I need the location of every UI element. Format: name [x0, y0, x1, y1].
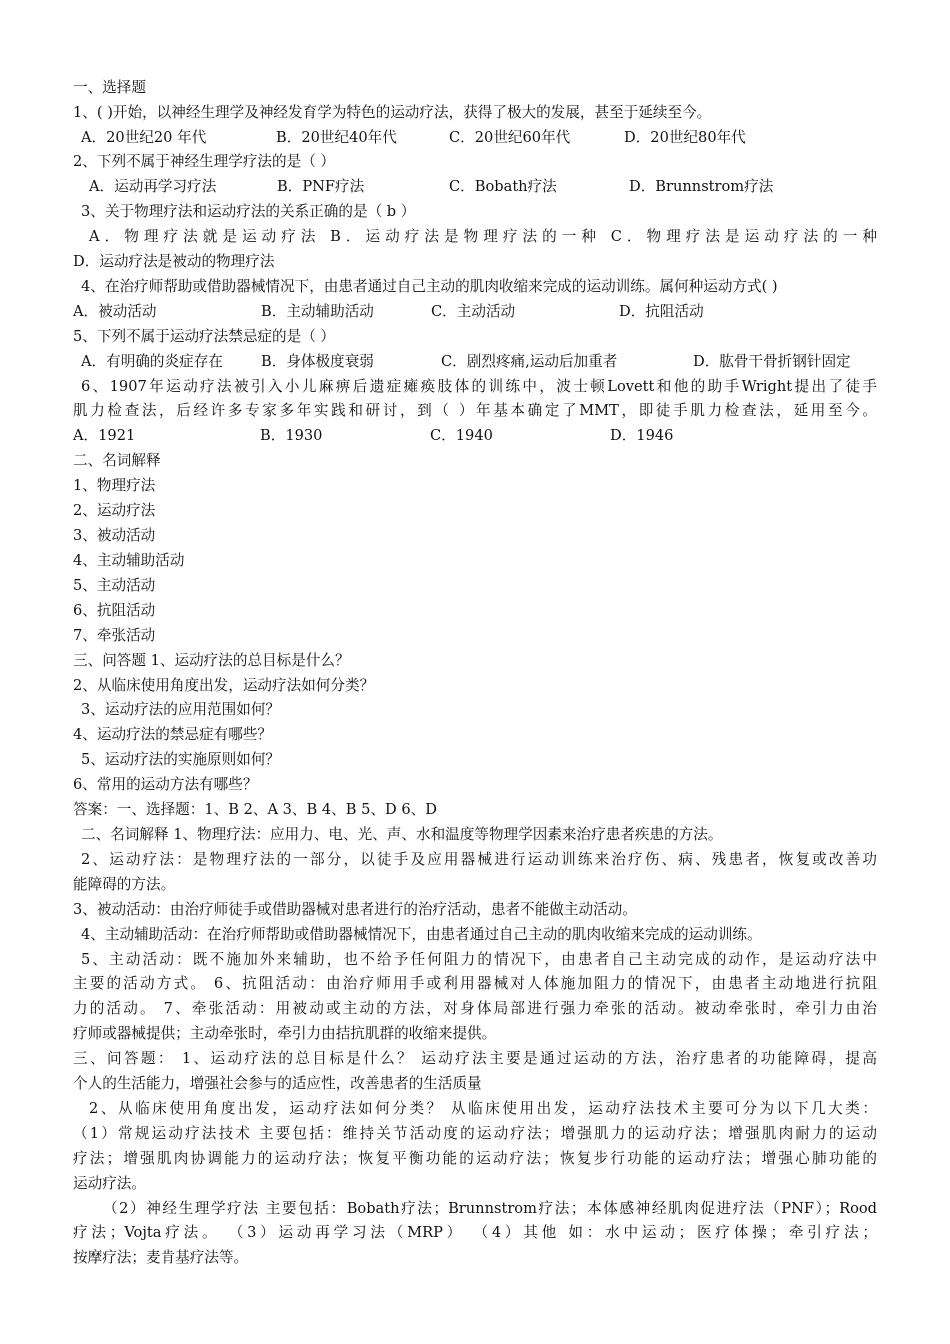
question-5-options — [73, 350, 877, 374]
option-c: C．20世纪60年代 — [449, 129, 571, 146]
option-d: D．1946 — [610, 427, 674, 444]
answer-line: 力的活动。 7、牵张活动：用被动或主动的方法，对身体局部进行强力牵张的活动。被动牵张时，牵引力由治 — [73, 1000, 877, 1017]
question-5-stem: 5、下列不属于运动疗法禁忌症的是（ ） — [73, 328, 336, 345]
answer-line: （1）常规运动疗法技术 主要包括：维持关节活动度的运动疗法；增强肌力的运动疗法；增强肌肉耐力的运动 — [73, 1125, 877, 1142]
option-d: D．20世纪80年代 — [624, 129, 746, 146]
question-6-stem-line-2: 肌力检查法，后经许多专家多年实践和研讨，到（ ）年基本确定了MMT，即徒手肌力检查法，延用至今。 — [73, 402, 877, 419]
answer-line: 2、运动疗法：是物理疗法的一部分，以徒手及应用器械进行运动训练来治疗伤、病、残患者，恢复或改善功 — [81, 851, 877, 868]
question-3-options-line-1: A．物理疗法就是运动疗法 B．运动疗法是物理疗法的一种 C．物理疗法是运动疗法的一种 — [89, 228, 877, 245]
answer-line: 个人的生活能力，增强社会参与的适应性，改善患者的生活质量 — [73, 1075, 482, 1092]
question-2-stem: 2、下列不属于神经生理学疗法的是（ ） — [73, 153, 336, 170]
answer-key-choice: 答案：一、选择题：1、B 2、A 3、B 4、B 5、D 6、D — [73, 801, 437, 818]
section-heading-terms: 二、名词解释 — [73, 452, 161, 469]
question-item: 3、运动疗法的应用范围如何？ — [81, 701, 281, 718]
answer-line: 2、从临床使用角度出发，运动疗法如何分类？ 从临床使用出发，运动疗法技术主要可分为以下几大类： — [89, 1100, 877, 1117]
option-d: D．Brunnstrom疗法 — [629, 178, 774, 195]
question-2-options — [73, 175, 877, 199]
option-b: B．身体极度衰弱 — [261, 353, 374, 370]
answer-line: （2）神经生理学疗法 主要包括：Bobath疗法；Brunnstrom疗法；本体感神经肌肉促进疗法（PNF）；Rood — [103, 1200, 877, 1217]
answer-line: 主要的活动方式。 6、抗阻活动：由治疗师用手或利用器械对人体施加阻力的情况下，由患者主动地进行抗阻 — [73, 975, 877, 992]
term-item: 3、被动活动 — [73, 527, 156, 544]
option-d: D．抗阻活动 — [619, 303, 704, 320]
question-1-stem: 1、( )开始，以神经生理学及神经发育学为特色的运动疗法，获得了极大的发展，甚至于延续至今。 — [73, 104, 712, 121]
question-item: 6、常用的运动方法有哪些？ — [73, 776, 258, 793]
option-b: B．PNF疗法 — [277, 178, 365, 195]
answer-line: 二、名词解释 1、物理疗法：应用力、电、光、声、水和温度等物理学因素来治疗患者疾患的方法。 — [81, 826, 723, 843]
option-c: C．剧烈疼痛,运动后加重者 — [441, 353, 618, 370]
option-a: A．运动再学习疗法 — [89, 178, 217, 195]
section-heading-choice: 一、选择题 — [73, 79, 146, 96]
question-item: 5、运动疗法的实施原则如何？ — [81, 751, 281, 768]
option-c: C．主动活动 — [431, 303, 516, 320]
option-c: C．Bobath疗法 — [449, 178, 557, 195]
question-item: 4、运动疗法的禁忌症有哪些？ — [73, 726, 273, 743]
term-item: 1、物理疗法 — [73, 477, 156, 494]
term-item: 6、抗阻活动 — [73, 602, 156, 619]
option-a: A．20世纪20 年代 — [81, 129, 207, 146]
section-heading-questions: 三、问答题 1、运动疗法的总目标是什么？ — [73, 652, 350, 669]
question-6-options — [73, 424, 877, 448]
question-4-options — [73, 300, 877, 324]
answer-line: 运动疗法。 — [73, 1175, 146, 1192]
term-item: 2、运动疗法 — [73, 502, 156, 519]
answer-line: 5、主动活动：既不施加外来辅助，也不给予任何阻力的情况下，由患者自己主动完成的动作，是运动疗法中 — [81, 951, 877, 968]
answer-line: 疗师或器械提供；主动牵张时，牵引力由拮抗肌群的收缩来提供。 — [73, 1025, 497, 1042]
answer-line: 3、被动活动：由治疗师徒手或借助器械对患者进行的治疗活动，患者不能做主动活动。 — [73, 901, 637, 918]
answer-line: 疗法；增强肌肉协调能力的运动疗法；恢复平衡功能的运动疗法；恢复步行功能的运动疗法；增强心肺功能的 — [73, 1150, 877, 1167]
answer-line: 按摩疗法；麦肯基疗法等。 — [73, 1249, 249, 1266]
question-item: 2、从临床使用角度出发，运动疗法如何分类？ — [73, 677, 375, 694]
option-a: A．有明确的炎症存在 — [81, 353, 223, 370]
option-c: C．1940 — [430, 427, 493, 444]
answer-line: 疗法；Vojta疗法。 （3）运动再学习法（MRP） （4）其他 如：水中运动；医疗体操；牵引疗法； — [73, 1224, 877, 1241]
option-b: B．20世纪40年代 — [276, 129, 397, 146]
option-a: A．1921 — [73, 427, 136, 444]
answer-line: 4、主动辅助活动：在治疗师帮助或借助器械情况下，由患者通过自己主动的肌肉收缩来完成的运动训练。 — [81, 926, 762, 943]
answer-line: 三、问答题： 1、运动疗法的总目标是什么？ 运动疗法主要是通过运动的方法，治疗患者的功能障碍，提高 — [73, 1050, 877, 1067]
option-b: B．主动辅助活动 — [261, 303, 374, 320]
answer-line: 能障碍的方法。 — [73, 876, 176, 893]
option-a: A．被动活动 — [73, 303, 157, 320]
option-d: D．肱骨干骨折钢针固定 — [693, 353, 851, 370]
term-item: 4、主动辅助活动 — [73, 552, 185, 569]
term-item: 7、牵张活动 — [73, 627, 156, 644]
question-3-options-line-2: D．运动疗法是被动的物理疗法 — [73, 253, 275, 270]
question-3-stem: 3、关于物理疗法和运动疗法的关系正确的是（ b ） — [81, 203, 416, 220]
option-b: B．1930 — [260, 427, 323, 444]
question-1-options — [73, 126, 877, 150]
term-item: 5、主动活动 — [73, 577, 156, 594]
question-4-stem: 4、在治疗师帮助或借助器械情况下，由患者通过自己主动的肌肉收缩来完成的运动训练。属何种运动方式( ) — [81, 278, 778, 295]
question-6-stem-line-1: 6、1907年运动疗法被引入小儿麻痹后遗症瘫痪肢体的训练中，波士顿Lovett和他的助手Wright提出了徒手 — [81, 378, 877, 395]
